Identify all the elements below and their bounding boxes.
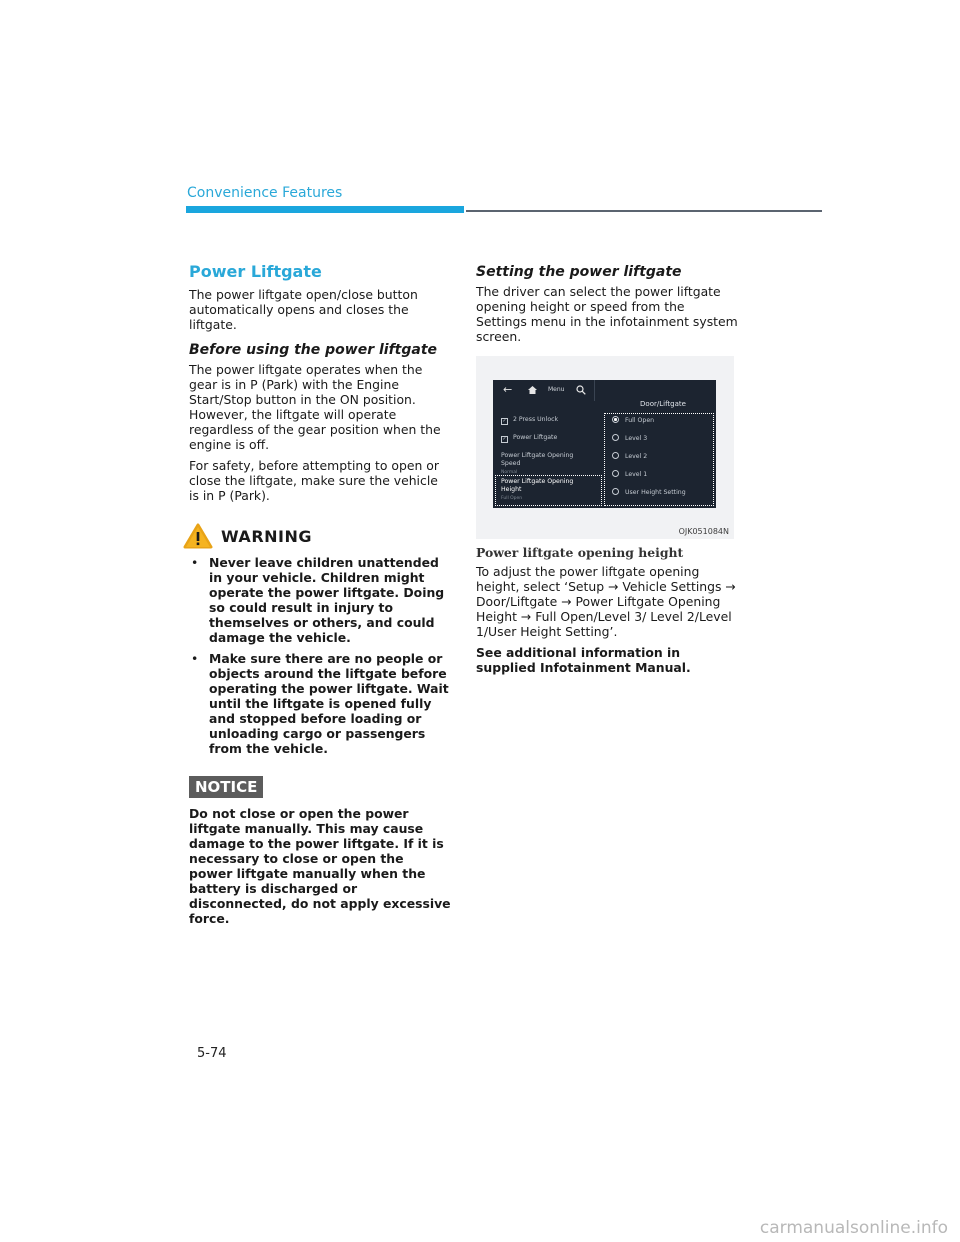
warning-item: • Make sure there are no people or objects around the liftgate before operating the power liftgate. Wait until the liftgate is opened fully and stopped before loading or unloading cargo or passengers from the vehicle. bbox=[189, 651, 451, 756]
watermark: carmanualsonline.info bbox=[759, 1218, 948, 1238]
header-accent-bar bbox=[186, 206, 464, 213]
options-highlight-box bbox=[604, 413, 714, 506]
figure-code: OJK051084N bbox=[678, 527, 729, 536]
option-level-3: Level 3 bbox=[612, 434, 647, 442]
option-level-2: Level 2 bbox=[612, 452, 647, 460]
warning-list bbox=[189, 555, 451, 756]
setting-paragraph: The driver can select the power liftgate opening height or speed from the Settings menu in the infotainment system screen. bbox=[476, 284, 738, 344]
left-column bbox=[189, 262, 451, 932]
see-more-paragraph: See additional information in supplied Infotainment Manual. bbox=[476, 645, 691, 675]
warning-item: • Never leave children unattended in your vehicle. Children might operate the power liftgate. Doing so could result in injury to themselves or others, and could damage the vehicle. bbox=[189, 555, 451, 645]
checkbox-icon: ✓ bbox=[502, 418, 507, 424]
right-column bbox=[476, 264, 738, 681]
before-paragraph-1: The power liftgate operates when the gear is in P (Park) with the Engine Start/Stop button in the ON position. However, the liftgate will operate regardless of the gear position when the engine is off. bbox=[189, 362, 441, 452]
setting-opening-speed: Power Liftgate Opening Speed bbox=[501, 452, 574, 467]
setting-heading: Setting the power liftgate bbox=[476, 264, 682, 280]
menu-label: Menu bbox=[548, 386, 565, 393]
home-icon bbox=[528, 386, 537, 394]
height-setting-highlight-box bbox=[495, 475, 602, 506]
search-icon bbox=[576, 385, 586, 395]
checkbox-icon: ✓ bbox=[502, 436, 507, 442]
warning-header bbox=[183, 523, 451, 549]
option-user-height: User Height Setting bbox=[612, 488, 686, 496]
section-title: Convenience Features bbox=[187, 185, 343, 201]
infotainment-screen bbox=[493, 380, 716, 508]
option-full-open: Full Open bbox=[612, 416, 654, 424]
option-level-1: Level 1 bbox=[612, 470, 647, 478]
page-heading: Power Liftgate bbox=[189, 262, 322, 281]
page-number: 5-74 bbox=[197, 1046, 227, 1061]
opening-speed-value: Normal bbox=[501, 470, 518, 475]
adjust-paragraph: To adjust the power liftgate opening height, select ‘Setup → Vehicle Settings → Door/Liftgate → Power Liftgate Opening Height → Full Open/Level 3/ Level 2/Level 1/User Height Setting’. bbox=[476, 564, 736, 639]
header-rule bbox=[466, 210, 822, 212]
warning-icon bbox=[183, 523, 213, 549]
setting-2-press-unlock: ✓ 2 Press Unlock bbox=[502, 416, 559, 424]
before-using-heading: Before using the power liftgate bbox=[189, 342, 438, 358]
panel-title: Door/Liftgate bbox=[640, 400, 686, 408]
screen-topbar bbox=[493, 380, 716, 401]
before-paragraph-2: For safety, before attempting to open or close the liftgate, make sure the vehicle is in P (Park). bbox=[189, 458, 439, 503]
setting-opening-height: Power Liftgate Opening Height bbox=[501, 478, 574, 493]
topbar-divider bbox=[594, 380, 595, 401]
opening-height-value: Full Open bbox=[501, 496, 523, 501]
figure-caption: Power liftgate opening height bbox=[476, 545, 684, 560]
intro-paragraph: The power liftgate open/close button automatically opens and closes the liftgate. bbox=[189, 287, 418, 332]
setting-power-liftgate: ✓ Power Liftgate bbox=[502, 434, 558, 442]
notice-text: Do not close or open the power liftgate manually. This may cause damage to the power liftgate. If it is necessary to close or open the power liftgate manually when the battery is discharged or disconnected, do not apply excessive force. bbox=[189, 806, 451, 926]
infotainment-figure bbox=[476, 356, 734, 539]
warning-label: WARNING bbox=[221, 526, 312, 546]
back-arrow-icon: ← bbox=[503, 383, 513, 396]
notice-badge: NOTICE bbox=[189, 776, 263, 798]
